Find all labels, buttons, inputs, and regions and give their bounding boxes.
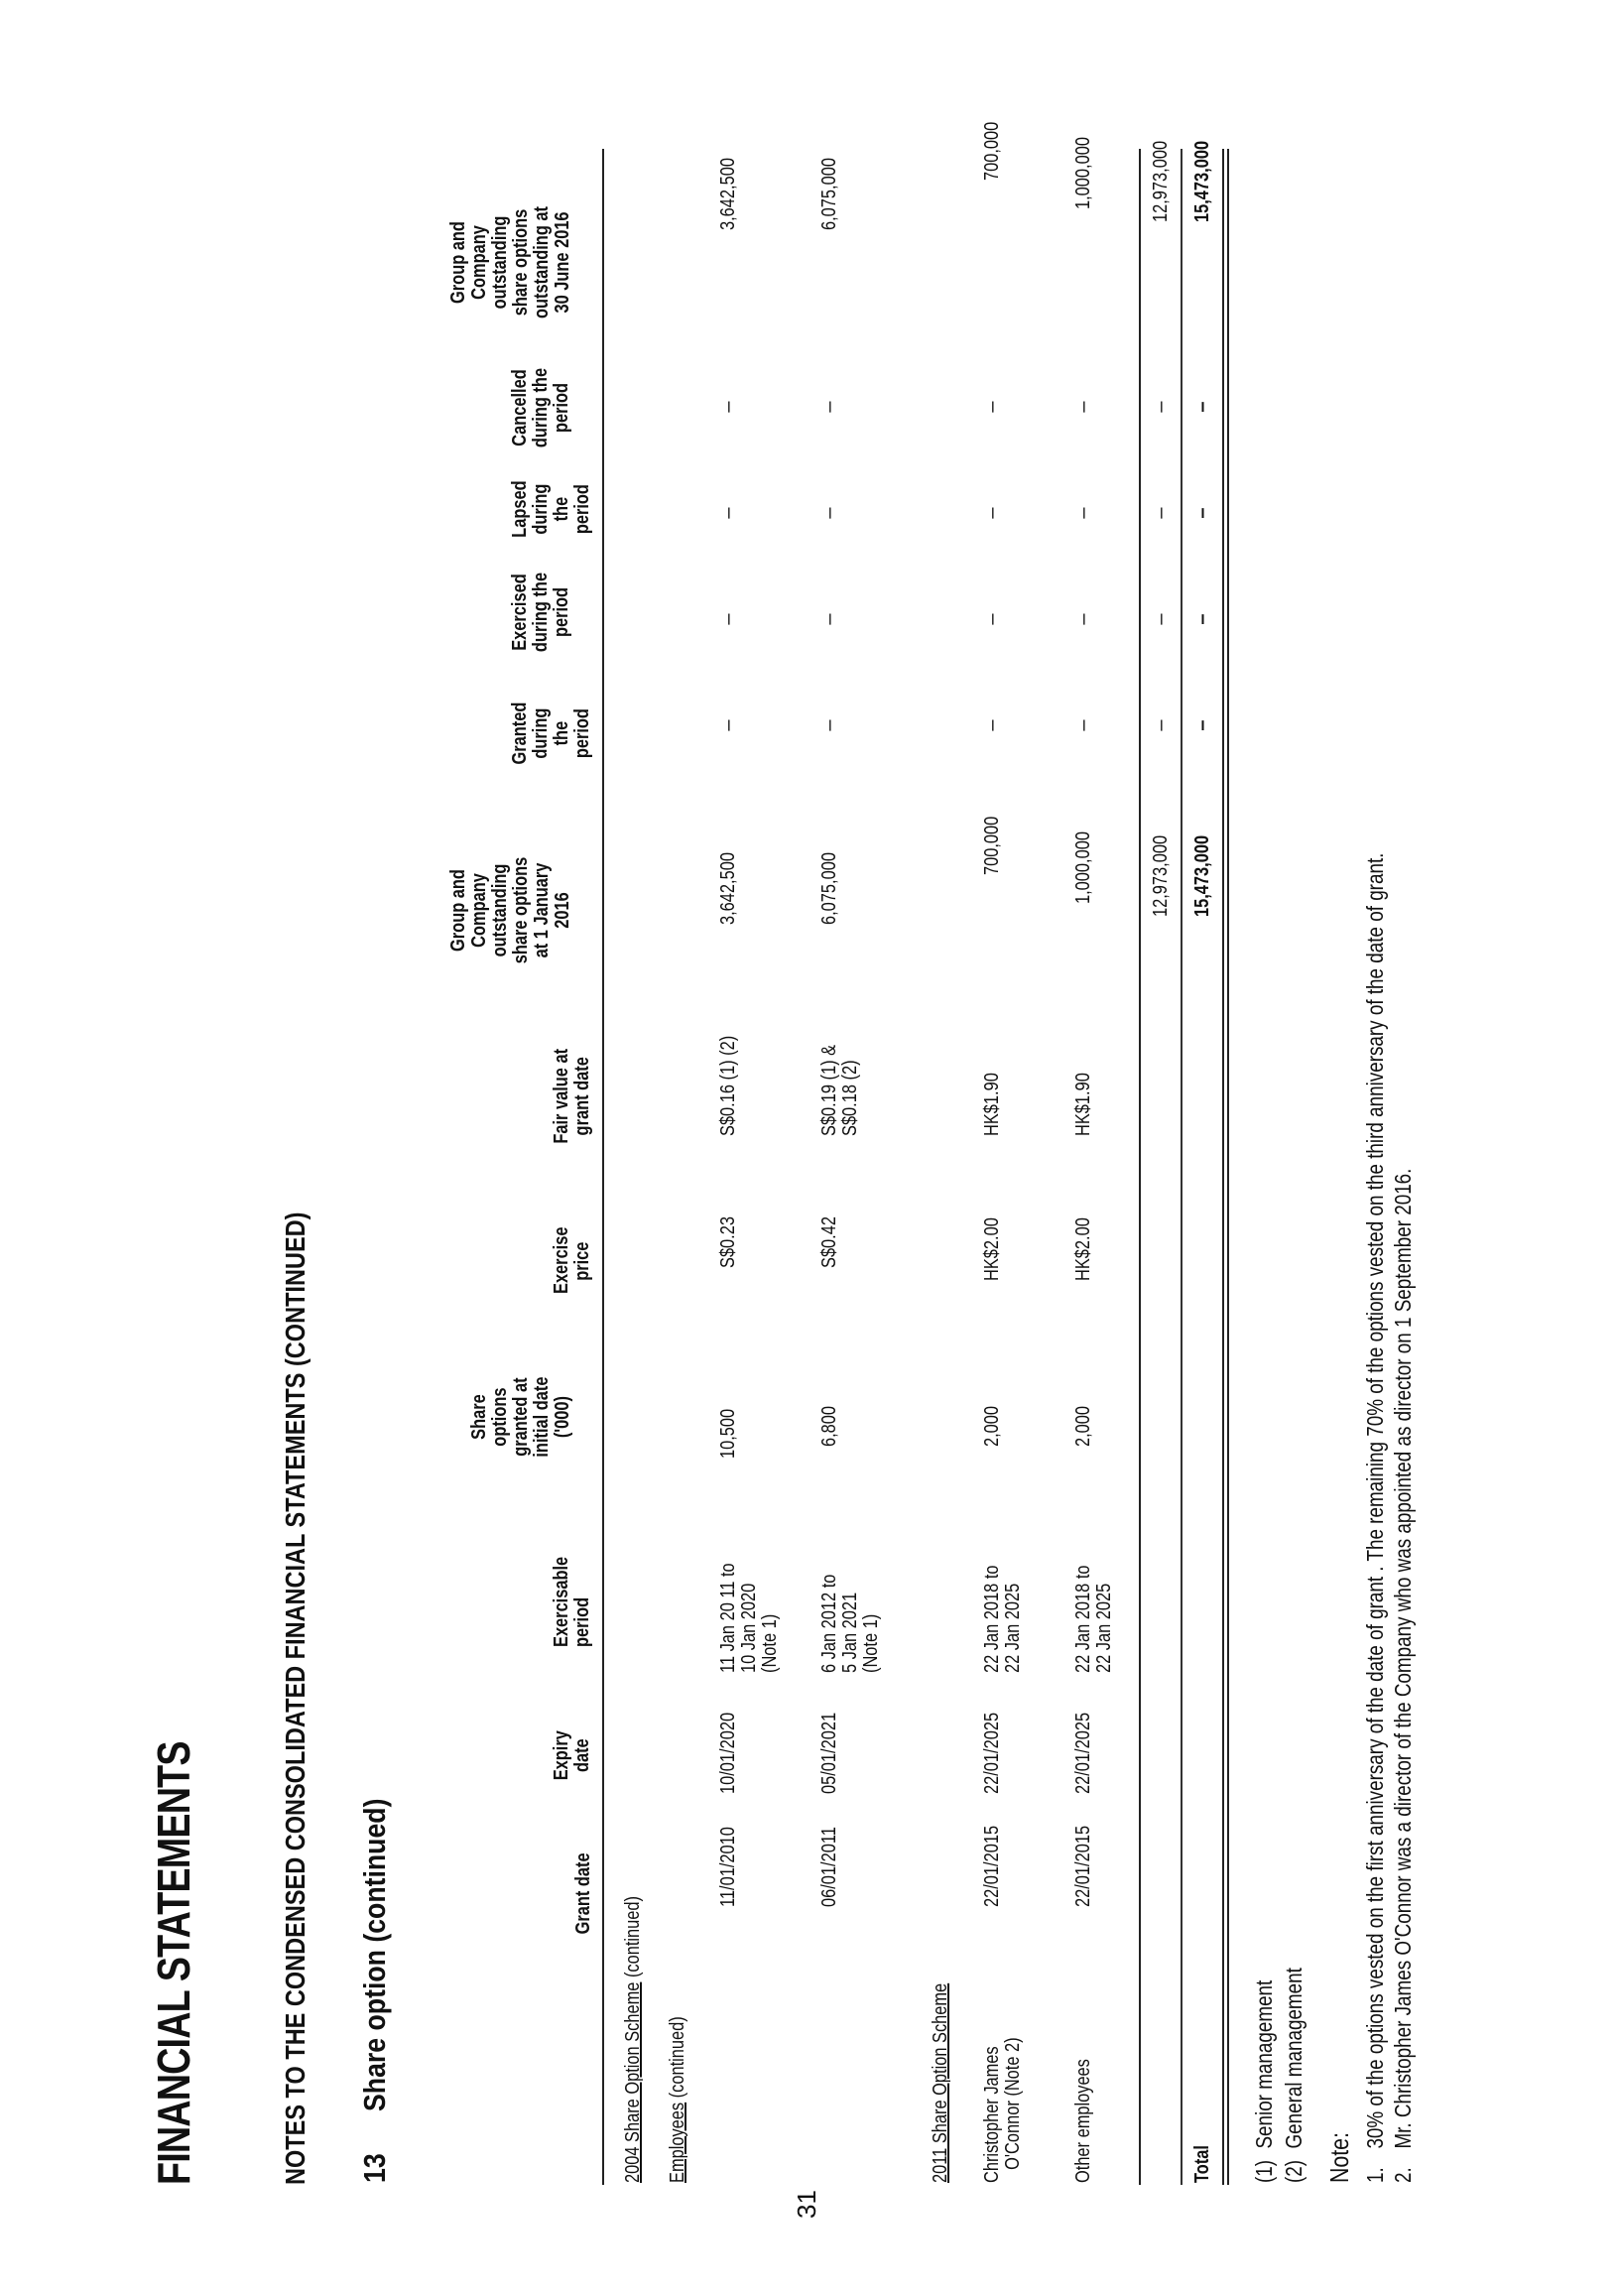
note-marker: 2. — [1390, 2167, 1416, 2183]
cell-exercisable-period — [1073, 1565, 1115, 1673]
header-exercise-price: Exercise price — [551, 1226, 593, 1294]
header-grant-date: Grant date — [572, 1852, 594, 1935]
exercisable-line: (Note 1) — [860, 1613, 882, 1673]
header-lapsed-period: Lapsed during the period — [509, 480, 593, 538]
cell-lapsed: – — [981, 507, 1003, 519]
cell-granted: – — [818, 719, 840, 731]
cell-expiry-date: 10/01/2020 — [717, 1712, 739, 1794]
total-outstanding-end: 15,473,000 — [1191, 140, 1213, 222]
cell-expiry-date: 22/01/2025 — [1072, 1712, 1094, 1794]
exercisable-line: 6 Jan 2012 to — [818, 1574, 840, 1673]
cell-exercised: – — [981, 613, 1003, 625]
cell-outstanding-start: 3,642,500 — [717, 852, 739, 925]
cell-exercise-price: S$0.42 — [818, 1216, 840, 1268]
header-outstanding-end: Group and Company outstanding share options outstanding at 30 June 2016 — [447, 206, 573, 319]
cell-fair-value — [819, 1045, 861, 1136]
cell-exercised: – — [1072, 613, 1094, 625]
footnote — [1282, 1968, 1306, 2183]
exercisable-line: 10 Jan 2020 — [738, 1583, 760, 1673]
cell-exercisable-period — [982, 1565, 1024, 1673]
cell-exercise-price: HK$2.00 — [1072, 1217, 1094, 1281]
cell-grant-date: 11/01/2010 — [717, 1827, 739, 1907]
grantee-line: O'Connor (Note 2) — [1002, 2037, 1024, 2170]
cell-exercised: – — [717, 613, 739, 625]
cell-granted-initial: 10,500 — [717, 1408, 739, 1459]
subtotal-rule — [1139, 149, 1141, 2185]
exercisable-line: 5 Jan 2021 — [839, 1592, 861, 1673]
page-number: 31 — [792, 2190, 821, 2219]
cell-granted: – — [717, 719, 739, 731]
subtotal-lapsed: – — [1150, 507, 1172, 519]
group-label-2004-scheme — [623, 1896, 644, 2183]
fair-value-line: S$0.18 (2) — [839, 1060, 861, 1136]
cell-grant-date: 22/01/2015 — [1072, 1825, 1094, 1907]
cell-exercisable-period — [718, 1563, 781, 1673]
employees-label: Employees — [667, 2102, 688, 2183]
subtotal-exercised: – — [1150, 613, 1172, 625]
cell-lapsed: – — [818, 507, 840, 519]
header-outstanding-start: Group and Company outstanding share options at 1 January 2016 — [447, 856, 573, 964]
exercisable-line: 22 Jan 2025 — [1093, 1583, 1115, 1673]
cell-outstanding-end: 1,000,000 — [1072, 137, 1094, 209]
total-label: Total — [1191, 2145, 1213, 2183]
page-title: FINANCIAL STATEMENTS — [148, 1741, 199, 2185]
cell-lapsed: – — [717, 507, 739, 519]
note-text: Mr. Christopher James O'Connor was a director of the Company who was appointed as director on 1 September 2016. — [1390, 1168, 1416, 2149]
exercisable-line: 22 Jan 2018 to — [1072, 1565, 1094, 1673]
total-exercised: – — [1191, 613, 1213, 625]
cell-granted: – — [981, 719, 1003, 731]
exercisable-line: (Note 1) — [759, 1613, 781, 1673]
cell-outstanding-start: 700,000 — [981, 816, 1003, 875]
note-marker: 1. — [1362, 2167, 1388, 2183]
cell-grant-date: 22/01/2015 — [981, 1825, 1003, 1907]
exercisable-line: 22 Jan 2018 to — [981, 1565, 1003, 1673]
footnote — [1252, 1980, 1276, 2183]
cell-cancelled: – — [1072, 401, 1094, 413]
fair-value-line: S$0.19 (1) & — [818, 1044, 840, 1136]
cell-exercise-price: S$0.23 — [717, 1216, 739, 1268]
footnote-marker: (2) — [1281, 2159, 1307, 2183]
cell-expiry-date: 05/01/2021 — [818, 1712, 840, 1794]
header-cancelled-period: Cancelled during the period — [509, 367, 572, 448]
subtotal-outstanding-end: 12,973,000 — [1150, 140, 1172, 222]
header-exercisable-period: Exercisable period — [551, 1556, 593, 1647]
subtotal-outstanding-start: 12,973,000 — [1150, 834, 1172, 917]
cell-fair-value: HK$1.90 — [981, 1073, 1003, 1136]
group-label-employees — [668, 2016, 688, 2183]
cell-outstanding-end: 3,642,500 — [717, 158, 739, 230]
cell-lapsed: – — [1072, 507, 1094, 519]
cell-grantee-name: Other employees — [1072, 2059, 1094, 2183]
cell-granted: – — [1072, 719, 1094, 731]
scheme-2004-label: 2004 Share Option Scheme — [622, 1981, 644, 2183]
footnote-text: General management — [1281, 1968, 1307, 2149]
footnote-text: Senior management — [1251, 1979, 1277, 2149]
footnote-marker: (1) — [1251, 2159, 1277, 2183]
cell-granted-initial: 2,000 — [981, 1405, 1003, 1447]
section-number: 13 — [357, 2153, 392, 2183]
group-label-2011-scheme: 2011 Share Option Scheme — [930, 1982, 951, 2183]
cell-exercisable-period — [819, 1575, 882, 1673]
cell-cancelled: – — [717, 401, 739, 413]
grantee-line: Christopher James — [981, 2046, 1003, 2183]
notes-heading: Note: — [1324, 2132, 1354, 2183]
cell-outstanding-end: 6,075,000 — [818, 158, 840, 230]
cell-fair-value: HK$1.90 — [1072, 1073, 1094, 1136]
total-double-rule — [1222, 149, 1229, 2185]
header-granted-period: Granted during the period — [509, 702, 593, 765]
total-rule — [1181, 149, 1182, 2185]
total-outstanding-start: 15,473,000 — [1191, 834, 1213, 917]
total-cancelled: – — [1191, 401, 1213, 413]
cell-grant-date: 06/01/2011 — [818, 1827, 840, 1907]
cell-expiry-date: 22/01/2025 — [981, 1712, 1003, 1794]
section-title: Share option (continued) — [357, 1798, 392, 2111]
note-item — [1391, 1169, 1415, 2183]
header-expiry-date: Expiry date — [551, 1730, 593, 1781]
cell-cancelled: – — [818, 401, 840, 413]
cell-outstanding-start: 6,075,000 — [818, 852, 840, 925]
cell-fair-value: S$0.16 (1) (2) — [717, 1035, 739, 1136]
total-lapsed: – — [1191, 507, 1213, 519]
cell-exercise-price: HK$2.00 — [981, 1217, 1003, 1281]
cell-granted-initial: 6,800 — [818, 1405, 840, 1447]
cell-outstanding-start: 1,000,000 — [1072, 831, 1094, 904]
header-rule — [602, 149, 604, 2185]
cell-outstanding-end: 700,000 — [981, 121, 1003, 181]
header-exercised-period: Exercised during the period — [509, 572, 572, 653]
notes-subtitle: NOTES TO THE CONDENSED CONSOLIDATED FINANCIAL STATEMENTS (CONTINUED) — [280, 1212, 311, 2185]
note-text: 30% of the options vested on the first anniversary of the date of grant . The remaining 70% of the options vested on the third anniversary of the date of grant. — [1362, 852, 1388, 2149]
total-granted: – — [1191, 719, 1213, 731]
cell-cancelled: – — [981, 401, 1003, 413]
exercisable-line: 11 Jan 20 11 to — [717, 1563, 739, 1673]
scheme-2004-suffix: (continued) — [622, 1895, 644, 1982]
header-fair-value: Fair value at grant date — [551, 1048, 593, 1144]
cell-granted-initial: 2,000 — [1072, 1405, 1094, 1447]
cell-grantee-name — [982, 2037, 1024, 2183]
cell-exercised: – — [818, 613, 840, 625]
header-granted-initial: Share options granted at initial date ('000) — [468, 1376, 573, 1458]
subtotal-granted: – — [1150, 719, 1172, 731]
note-item — [1363, 853, 1387, 2183]
exercisable-line: 22 Jan 2025 — [1002, 1583, 1024, 1673]
employees-suffix: (continued) — [667, 2016, 688, 2103]
subtotal-cancelled: – — [1150, 401, 1172, 413]
